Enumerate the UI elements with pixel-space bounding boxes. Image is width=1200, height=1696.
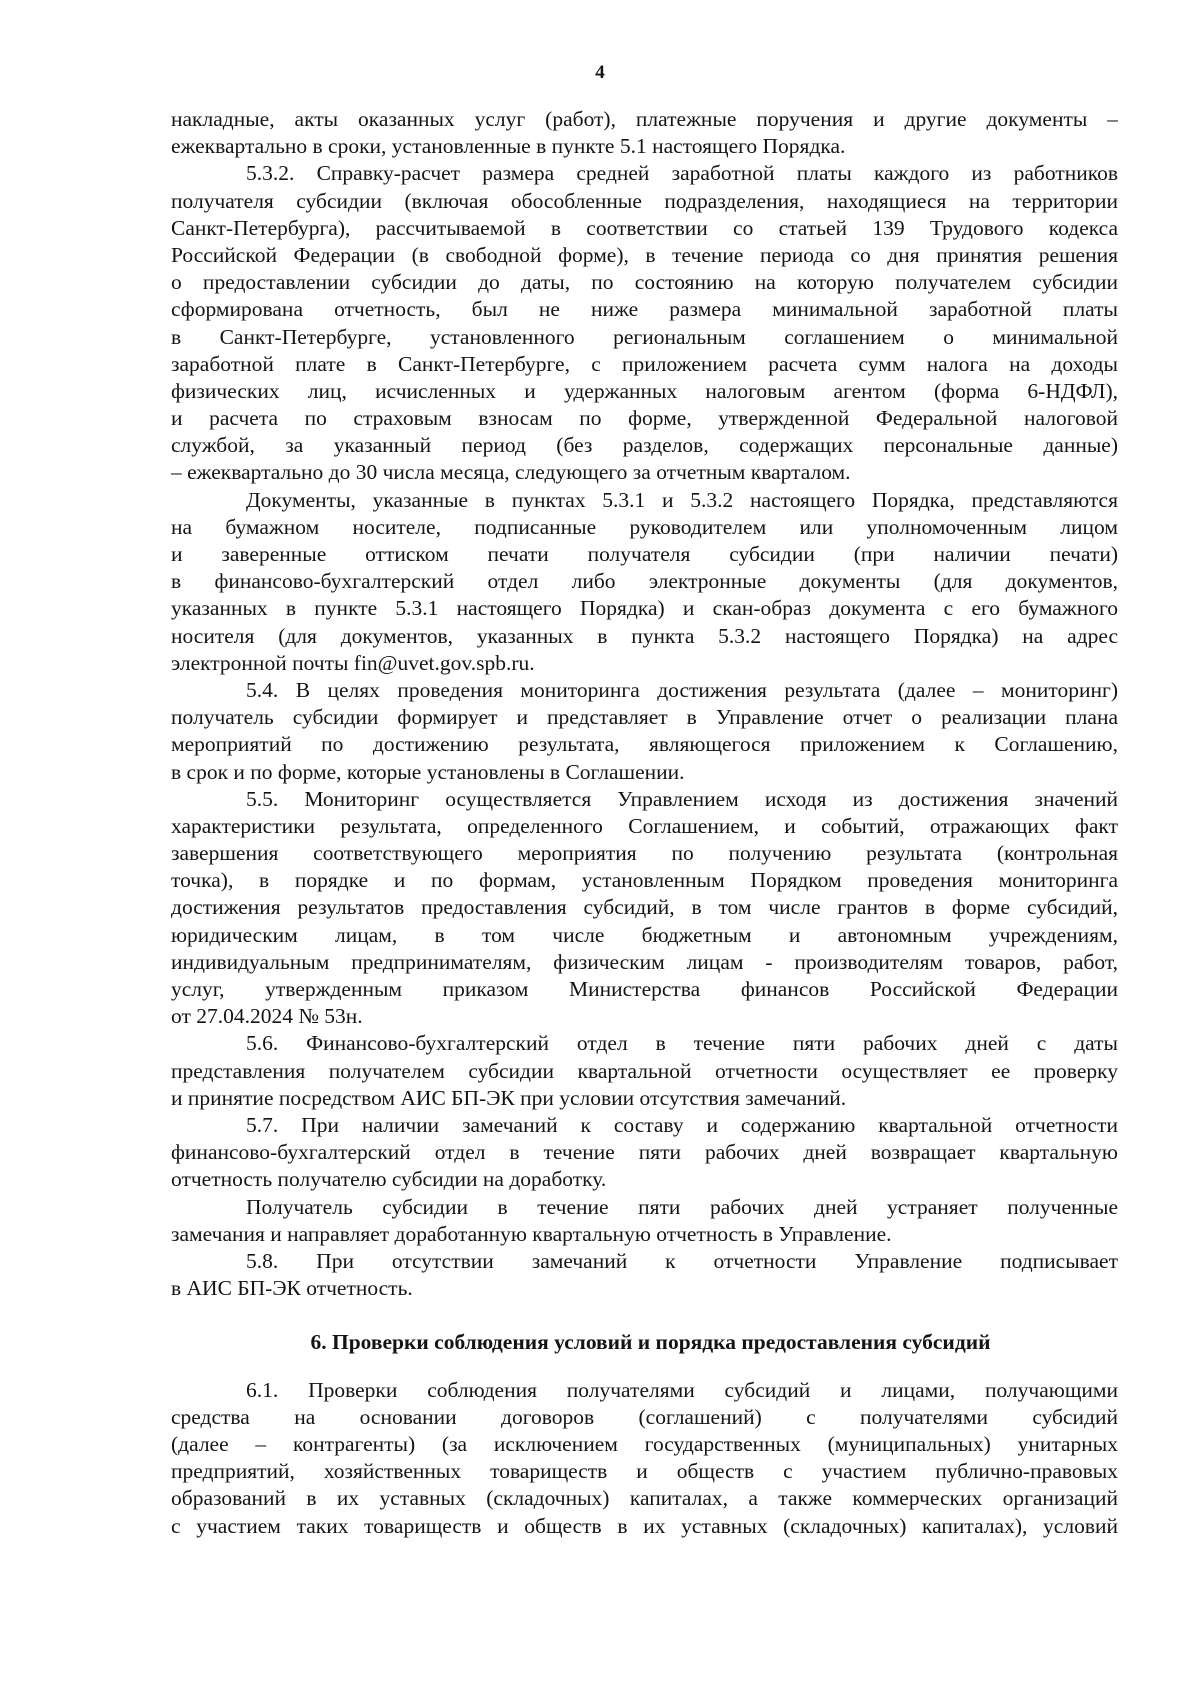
text-line: от 27.04.2024 № 53н. — [171, 1004, 363, 1029]
text-line: характеристики результата, определенного Соглашением, и событий, отражающих факт — [171, 813, 1118, 838]
text-line: отчетность получателю субсидии на доработку. — [171, 1167, 607, 1192]
text-line: в финансово-бухгалтерский отдел либо электронные документы (для документов, — [171, 569, 1118, 594]
paragraph-5-3-2-start: 5.3.2. Справку-расчет размера средней заработной платы каждого из работников — [246, 161, 1118, 186]
text-line: в Санкт-Петербурге, установленного региональным соглашением о минимальной — [171, 324, 1118, 349]
text-line: с участием таких товариществ и обществ в их уставных (складочных) капиталах), условий — [171, 1513, 1118, 1538]
text-line: заработной плате в Санкт-Петербурге, с приложением расчета сумм налога на доходы — [171, 351, 1118, 376]
text-line: точка), в порядке и по формам, установленным Порядком проведения мониторинга — [171, 868, 1118, 893]
text-line: на бумажном носителе, подписанные руководителем или уполномоченным лицом — [171, 514, 1118, 539]
paragraph-5-5-start: 5.5. Мониторинг осуществляется Управлением исходя из достижения значений — [246, 786, 1118, 811]
text-line: юридическим лицам, в том числе бюджетным и автономным учреждениям, — [171, 922, 1118, 947]
text-line: Российской Федерации (в свободной форме), в течение периода со дня принятия решения — [171, 242, 1118, 267]
text-line: мероприятий по достижению результата, являющегося приложением к Соглашению, — [171, 732, 1118, 757]
paragraph-6-1-start: 6.1. Проверки соблюдения получателями субсидий и лицами, получающими — [246, 1377, 1118, 1402]
paragraph-5-8-start: 5.8. При отсутствии замечаний к отчетности Управление подписывает — [246, 1248, 1118, 1273]
text-line: о предоставлении субсидии до даты, по состоянию на которую получателем субсидии — [171, 270, 1118, 295]
text-line: получатель субсидии формирует и представляет в Управление отчет о реализации плана — [171, 705, 1118, 730]
text-line: и принятие посредством АИС БП-ЭК при условии отсутствия замечаний. — [171, 1085, 847, 1110]
text-line: носителя (для документов, указанных в пункта 5.3.2 настоящего Порядка) на адрес — [171, 623, 1118, 648]
paragraph-documents-start: Документы, указанные в пунктах 5.3.1 и 5.3.2 настоящего Порядка, представляются — [246, 487, 1118, 512]
text-line: представления получателем субсидии квартальной отчетности осуществляет ее проверку — [171, 1058, 1118, 1083]
text-line: получателя субсидии (включая обособленные подразделения, находящиеся на территории — [171, 188, 1118, 213]
text-line: индивидуальным предпринимателям, физическим лицам - производителям товаров, работ, — [171, 949, 1118, 974]
paragraph-5-7-start: 5.7. При наличии замечаний к составу и содержанию квартальной отчетности — [246, 1112, 1118, 1137]
text-line: службой, за указанный период (без разделов, содержащих персональные данные) — [171, 433, 1118, 458]
email-line: электронной почты fin@uvet.gov.spb.ru. — [171, 650, 535, 675]
text-line: Санкт-Петербурга), рассчитываемой в соответствии со статьей 139 Трудового кодекса — [171, 215, 1118, 240]
section-heading: 6. Проверки соблюдения условий и порядка предоставления субсидий — [310, 1330, 991, 1355]
text-line: средства на основании договоров (соглашений) с получателями субсидий — [171, 1404, 1118, 1429]
text-line: физических лиц, исчисленных и удержанных налоговым агентом (форма 6-НДФЛ), — [171, 378, 1118, 403]
text-line: в АИС БП-ЭК отчетность. — [171, 1276, 413, 1301]
text-line: и заверенные оттиском печати получателя субсидии (при наличии печати) — [171, 542, 1118, 566]
text-line: указанных в пункте 5.3.1 настоящего Порядка) и скан-образ документа с его бумажного — [171, 596, 1118, 621]
body-text — [171, 106, 1118, 1540]
section-gap — [171, 1357, 1118, 1377]
paragraph-5-4-start: 5.4. В целях проведения мониторинга достижения результата (далее – мониторинг) — [246, 677, 1118, 702]
text-line: финансово-бухгалтерский отдел в течение пяти рабочих дней возвращает квартальную — [171, 1140, 1118, 1165]
text-line: накладные, акты оказанных услуг (работ), платежные поручения и другие документы – — [171, 107, 1118, 131]
text-line: образований в их уставных (складочных) капиталах, а также коммерческих организаций — [171, 1486, 1118, 1511]
text-line: – ежеквартально до 30 числа месяца, следующего за отчетным кварталом. — [171, 460, 851, 485]
text-line: услуг, утвержденным приказом Министерства финансов Российской Федерации — [171, 977, 1118, 1001]
paragraph-5-6-start: 5.6. Финансово-бухгалтерский отдел в течение пяти рабочих дней с даты — [246, 1031, 1118, 1056]
text-line: сформирована отчетность, был не ниже размера минимальной заработной платы — [171, 297, 1118, 322]
text-line: предприятий, хозяйственных товариществ и обществ с участием публично-правовых — [171, 1459, 1118, 1484]
paragraph-recipient-start: Получатель субсидии в течение пяти рабочих дней устраняет полученные — [246, 1194, 1118, 1219]
text-line: (далее – контрагенты) (за исключением государственных (муниципальных) унитарных — [171, 1432, 1118, 1456]
text-line: замечания и направляет доработанную квартальную отчетность в Управление. — [171, 1221, 892, 1246]
page-number: 4 — [595, 62, 605, 83]
section-gap — [171, 1302, 1118, 1329]
text-line: ежеквартально в сроки, установленные в пункте 5.1 настоящего Порядка. — [171, 134, 846, 159]
text-line: достижения результатов предоставления субсидий, в том числе грантов в форме субсидий, — [171, 895, 1118, 920]
text-line: в срок и по форме, которые установлены в Соглашении. — [171, 759, 685, 784]
text-line: завершения соответствующего мероприятия по получению результата (контрольная — [171, 841, 1118, 866]
text-line: и расчета по страховым взносам по форме, утвержденной Федеральной налоговой — [171, 406, 1118, 431]
